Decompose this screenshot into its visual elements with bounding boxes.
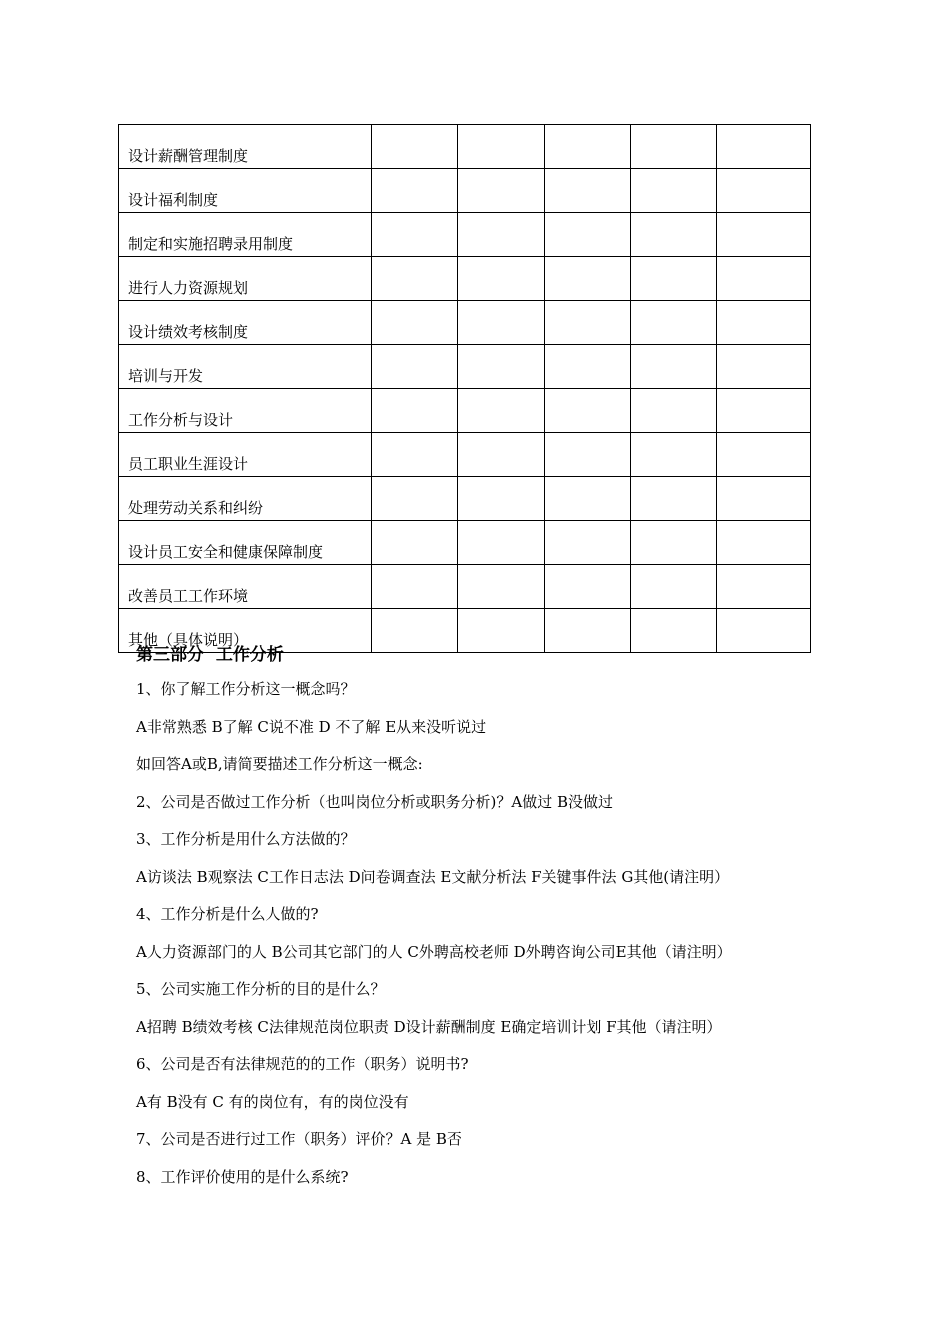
- job-analysis-section: [136, 641, 836, 1196]
- answer-cell: [372, 125, 458, 169]
- answer-cell: [544, 257, 630, 301]
- answer-cell: [544, 389, 630, 433]
- row-label: 其他（具体说明）: [119, 609, 372, 653]
- question-6-options: A有 B没有 C 有的岗位有，有的岗位没有: [136, 1092, 409, 1111]
- row-label: 制定和实施招聘录用制度: [119, 213, 372, 257]
- question-3-options: A访谈法 B观察法 C工作日志法 D问卷调查法 E文献分析法 F关键事件法 G其他(请注明）: [136, 867, 730, 886]
- question-1-options: A非常熟悉 B了解 C说不准 D 不了解 E从来没听说过: [136, 717, 487, 736]
- row-label: 培训与开发: [119, 345, 372, 389]
- answer-cell: [544, 301, 630, 345]
- table-row: [119, 213, 811, 257]
- row-label: 工作分析与设计: [119, 389, 372, 433]
- answer-cell: [630, 169, 716, 213]
- answer-cell: [716, 565, 810, 609]
- question-1-followup: 如回答A或B,请简要描述工作分析这一概念:: [136, 755, 423, 773]
- answer-cell: [716, 389, 810, 433]
- answer-cell: [544, 345, 630, 389]
- row-label: 改善员工工作环境: [119, 565, 372, 609]
- question-2: 2、公司是否做过工作分析（也叫岗位分析或职务分析)？A做过 B没做过: [136, 792, 614, 811]
- answer-cell: [544, 433, 630, 477]
- row-label: 进行人力资源规划: [119, 257, 372, 301]
- question-6: 6、公司是否有法律规范的的工作（职务）说明书?: [136, 1055, 469, 1073]
- answer-cell: [458, 125, 544, 169]
- row-label: 员工职业生涯设计: [119, 433, 372, 477]
- question-7: 7、公司是否进行过工作（职务）评价？A 是 B否: [136, 1130, 462, 1148]
- table-row: [119, 521, 811, 565]
- answer-cell: [372, 301, 458, 345]
- answer-cell: [458, 169, 544, 213]
- table-row: [119, 477, 811, 521]
- answer-cell: [716, 125, 810, 169]
- answer-cell: [458, 389, 544, 433]
- answer-cell: [372, 477, 458, 521]
- answer-cell: [544, 565, 630, 609]
- row-label: 设计员工安全和健康保障制度: [119, 521, 372, 565]
- answer-cell: [544, 521, 630, 565]
- table-row: [119, 433, 811, 477]
- answer-cell: [458, 521, 544, 565]
- answer-cell: [372, 521, 458, 565]
- answer-cell: [630, 213, 716, 257]
- answer-cell: [372, 433, 458, 477]
- table-row: [119, 301, 811, 345]
- answer-cell: [716, 301, 810, 345]
- table-row: [119, 169, 811, 213]
- question-8: 8、工作评价使用的是什么系统?: [136, 1167, 349, 1186]
- answer-cell: [630, 389, 716, 433]
- answer-cell: [716, 213, 810, 257]
- table-row: [119, 565, 811, 609]
- answer-cell: [630, 433, 716, 477]
- row-label: 设计绩效考核制度: [119, 301, 372, 345]
- answer-cell: [458, 301, 544, 345]
- answer-cell: [716, 433, 810, 477]
- answer-cell: [716, 169, 810, 213]
- hr-activities-table: [118, 124, 811, 653]
- question-5-options: A招聘 B绩效考核 C法律规范岗位职责 D设计薪酬制度 E确定培训计划 F其他（请注明）: [136, 1017, 722, 1036]
- answer-cell: [544, 169, 630, 213]
- answer-cell: [458, 257, 544, 301]
- row-label: 设计薪酬管理制度: [119, 125, 372, 169]
- answer-cell: [458, 213, 544, 257]
- answer-cell: [544, 477, 630, 521]
- table-row: [119, 125, 811, 169]
- table-row: [119, 389, 811, 433]
- answer-cell: [716, 257, 810, 301]
- answer-cell: [630, 345, 716, 389]
- answer-cell: [458, 345, 544, 389]
- question-1: 1、你了解工作分析这一概念吗？: [136, 680, 356, 698]
- section-title: 第三部分 工作分析: [136, 645, 284, 665]
- question-3: 3、工作分析是用什么方法做的？: [136, 830, 356, 848]
- answer-cell: [630, 477, 716, 521]
- answer-cell: [630, 125, 716, 169]
- table-row: [119, 257, 811, 301]
- answer-cell: [458, 477, 544, 521]
- answer-cell: [372, 257, 458, 301]
- answer-cell: [716, 521, 810, 565]
- answer-cell: [630, 257, 716, 301]
- answer-cell: [372, 565, 458, 609]
- answer-cell: [630, 521, 716, 565]
- answer-cell: [458, 433, 544, 477]
- answer-cell: [716, 477, 810, 521]
- answer-cell: [372, 213, 458, 257]
- question-5: 5、公司实施工作分析的目的是什么？: [136, 980, 386, 998]
- table-row: [119, 345, 811, 389]
- answer-cell: [372, 169, 458, 213]
- question-4: 4、工作分析是什么人做的?: [136, 905, 319, 923]
- answer-cell: [630, 301, 716, 345]
- answer-cell: [372, 345, 458, 389]
- answer-cell: [716, 345, 810, 389]
- row-label: 处理劳动关系和纠纷: [119, 477, 372, 521]
- answer-cell: [630, 565, 716, 609]
- row-label: 设计福利制度: [119, 169, 372, 213]
- answer-cell: [544, 125, 630, 169]
- answer-cell: [372, 389, 458, 433]
- question-4-options: A人力资源部门的人 B公司其它部门的人 C外聘高校老师 D外聘咨询公司E其他（请注明）: [136, 942, 732, 961]
- answer-cell: [458, 565, 544, 609]
- answer-cell: [544, 213, 630, 257]
